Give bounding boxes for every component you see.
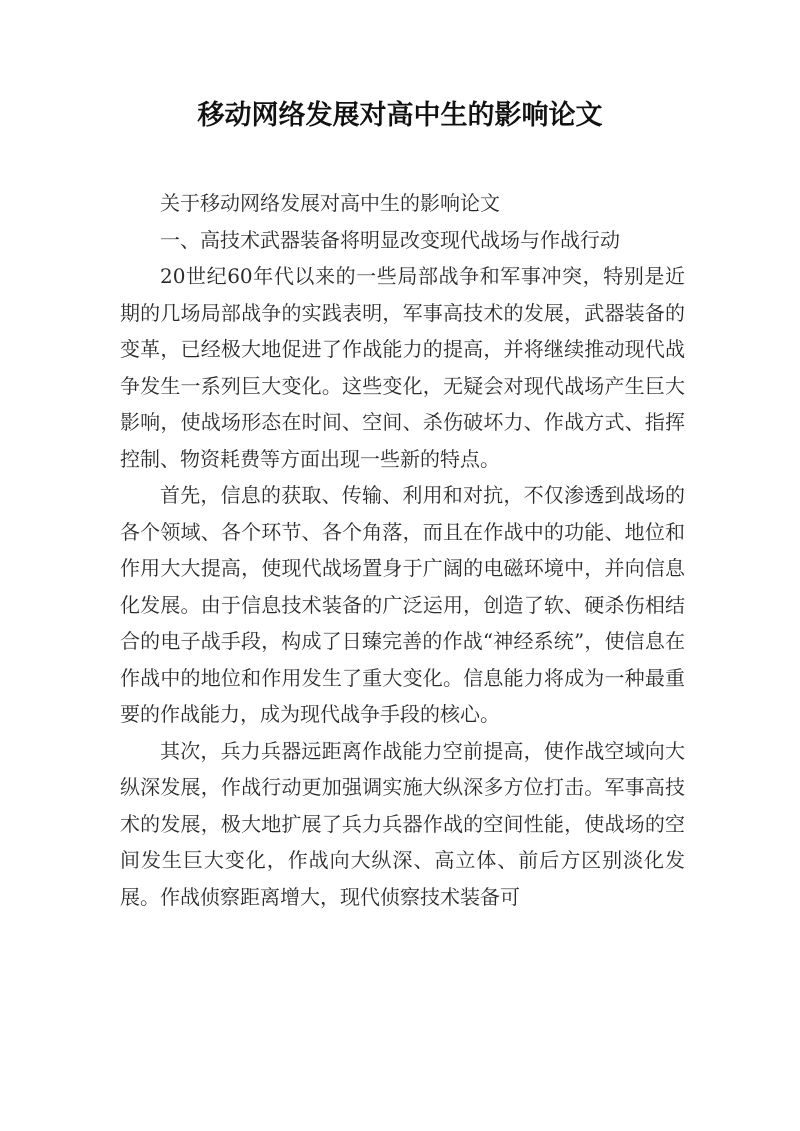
document-title: 移动网络发展对高中生的影响论文 [197,100,603,131]
paragraph-intro: 20世纪60年代以来的一些局部战争和军事冲突，特别是近期的几场局部战争的实践表明，军事高技术的发展，武器装备的变革，已经极大地促进了作战能力的提高，并将继续推动现代战争发生一系列巨大变化。这些变化，无疑会对现代战场产生巨大影响，使战场形态在时间、空间、杀伤破坏力、作战方式、指挥控制、物资耗费等方面出现一些新的特点。 [120,264,685,471]
paragraph-second-point: 其次，兵力兵器远距离作战能力空前提高，使作战空域向大纵深发展，作战行动更加强调实施大纵深多方位打击。军事高技术的发展，极大地扩展了兵力兵器作战的空间性能，使战场的空间发生巨大变化，作战向大纵深、高立体、前后方区别淡化发展。作战侦察距离增大，现代侦察技术装备可 [120,738,685,909]
paragraph-subtitle: 关于移动网络发展对高中生的影响论文 [160,191,500,215]
document-body [120,185,685,915]
paragraph-first-point: 首先，信息的获取、传输、利用和对抗，不仅渗透到战场的各个领域、各个环节、各个角落，而且在作战中的功能、地位和作用大大提高，使现代战场置身于广阔的电磁环境中，并向信息化发展。由于信息技术装备的广泛运用，创造了软、硬杀伤相结合的电子战手段，构成了日臻完善的作战“神经系统”，使信息在作战中的地位和作用发生了重大变化。信息能力将成为一种最重要的作战能力，成为现代战争手段的核心。 [120,483,685,726]
paragraph-section-heading: 一、高技术武器装备将明显改变现代战场与作战行动 [160,227,620,252]
